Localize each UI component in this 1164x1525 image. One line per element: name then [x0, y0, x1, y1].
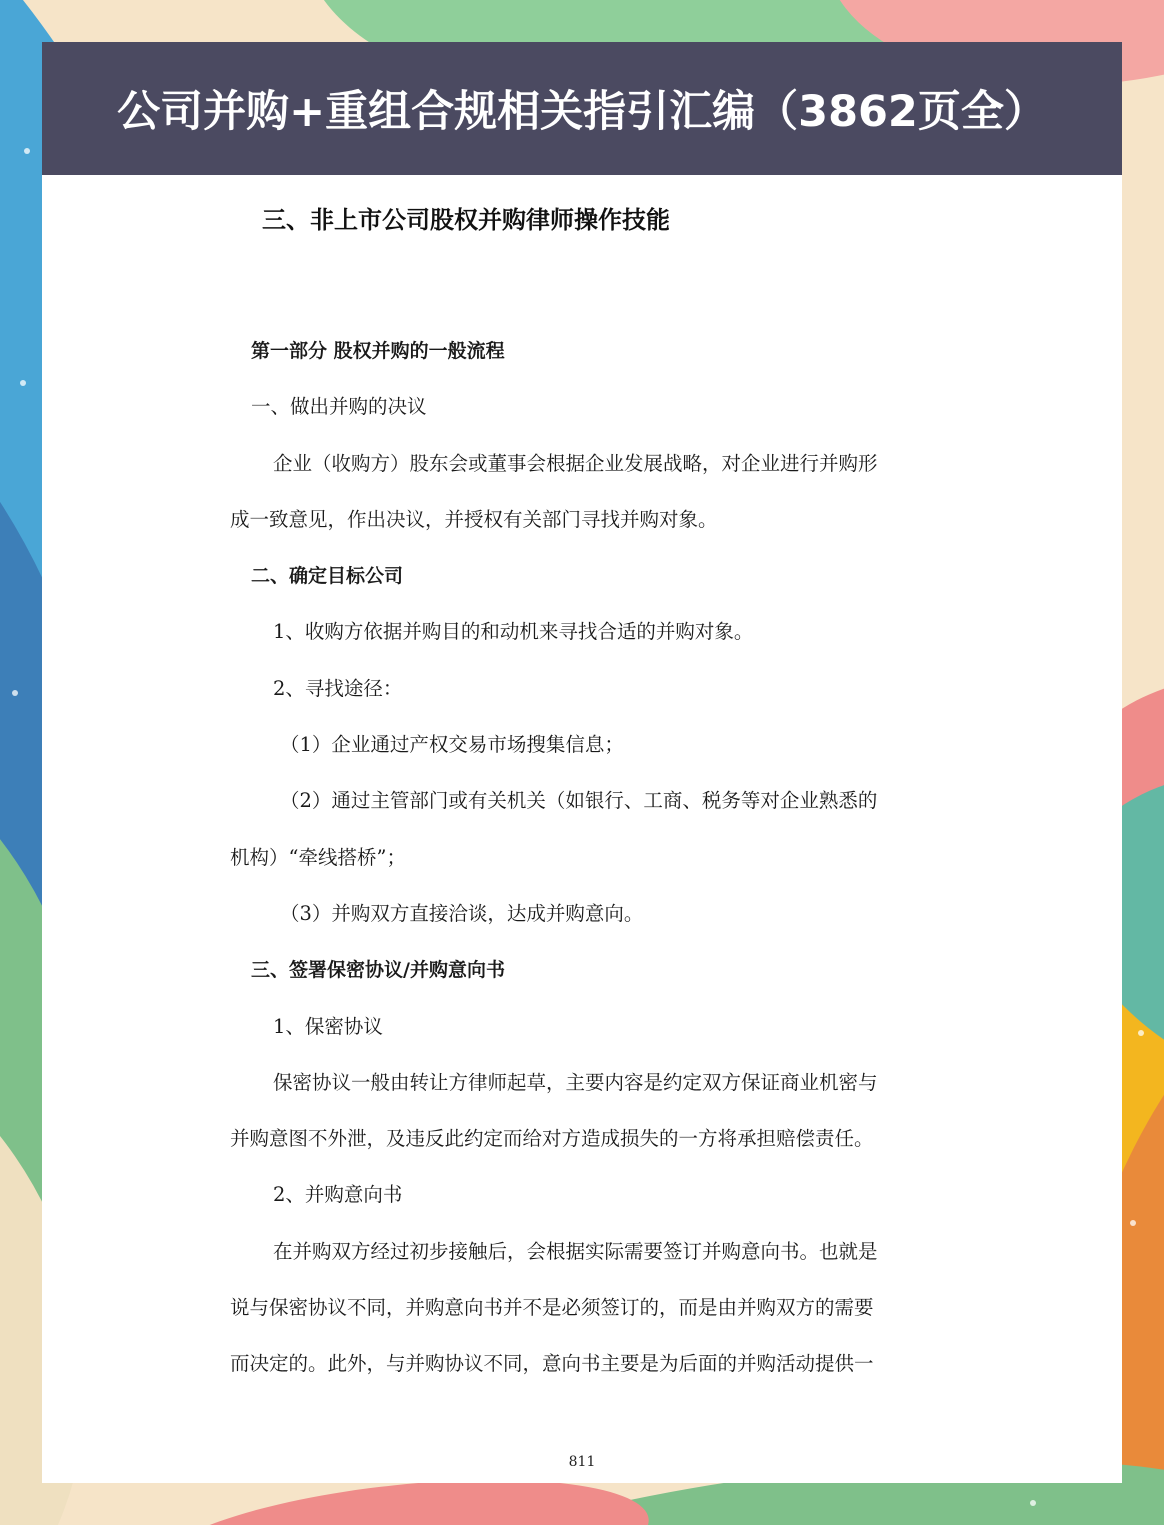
sub-list-item: （3）并购双方直接洽谈，达成并购意向。	[280, 902, 644, 925]
bg-sparkle	[1130, 1220, 1136, 1226]
paragraph-line: 机构）“牵线搭桥”；	[230, 846, 406, 869]
paragraph-line: 说与保密协议不同，并购意向书并不是必须签订的，而是由并购双方的需要	[230, 1296, 874, 1319]
sub-list-item: （2）通过主管部门或有关机关（如银行、工商、税务等对企业熟悉的	[280, 789, 878, 812]
document-page	[42, 175, 1122, 1483]
paragraph-line: 而决定的。此外，与并购协议不同，意向书主要是为后面的并购活动提供一	[230, 1352, 874, 1375]
paragraph-line: 成一致意见，作出决议，并授权有关部门寻找并购对象。	[230, 508, 718, 531]
list-item: 2、并购意向书	[273, 1183, 403, 1206]
chapter-title: 三、非上市公司股权并购律师操作技能	[262, 206, 670, 234]
sub-list-item: （1）企业通过产权交易市场搜集信息；	[280, 733, 624, 756]
page-number: 811	[568, 1454, 596, 1470]
banner-title: 公司并购+重组合规相关指引汇编（3862页全）	[117, 87, 1047, 137]
part-heading: 第一部分 股权并购的一般流程	[251, 340, 505, 362]
bg-sparkle	[24, 148, 30, 154]
paragraph-line: 保密协议一般由转让方律师起草，主要内容是约定双方保证商业机密与	[273, 1071, 878, 1094]
bg-sparkle	[20, 380, 26, 386]
title-banner	[42, 42, 1122, 175]
paragraph-line: 并购意图不外泄，及违反此约定而给对方造成损失的一方将承担赔偿责任。	[230, 1127, 874, 1150]
paragraph-line: 在并购双方经过初步接触后，会根据实际需要签订并购意向书。也就是	[273, 1240, 878, 1263]
list-item: 1、保密协议	[273, 1015, 383, 1038]
bg-sparkle	[1030, 1500, 1036, 1506]
paragraph-line: 企业（收购方）股东会或董事会根据企业发展战略，对企业进行并购形	[273, 452, 878, 475]
bg-sparkle	[1138, 1030, 1144, 1036]
bg-sparkle	[12, 690, 18, 696]
section-heading: 一、做出并购的决议	[251, 395, 427, 418]
list-item: 2、寻找途径：	[273, 677, 403, 700]
list-item: 1、收购方依据并购目的和动机来寻找合适的并购对象。	[273, 620, 754, 643]
section-heading: 二、确定目标公司	[251, 565, 404, 587]
section-heading: 三、签署保密协议/并购意向书	[251, 959, 505, 981]
